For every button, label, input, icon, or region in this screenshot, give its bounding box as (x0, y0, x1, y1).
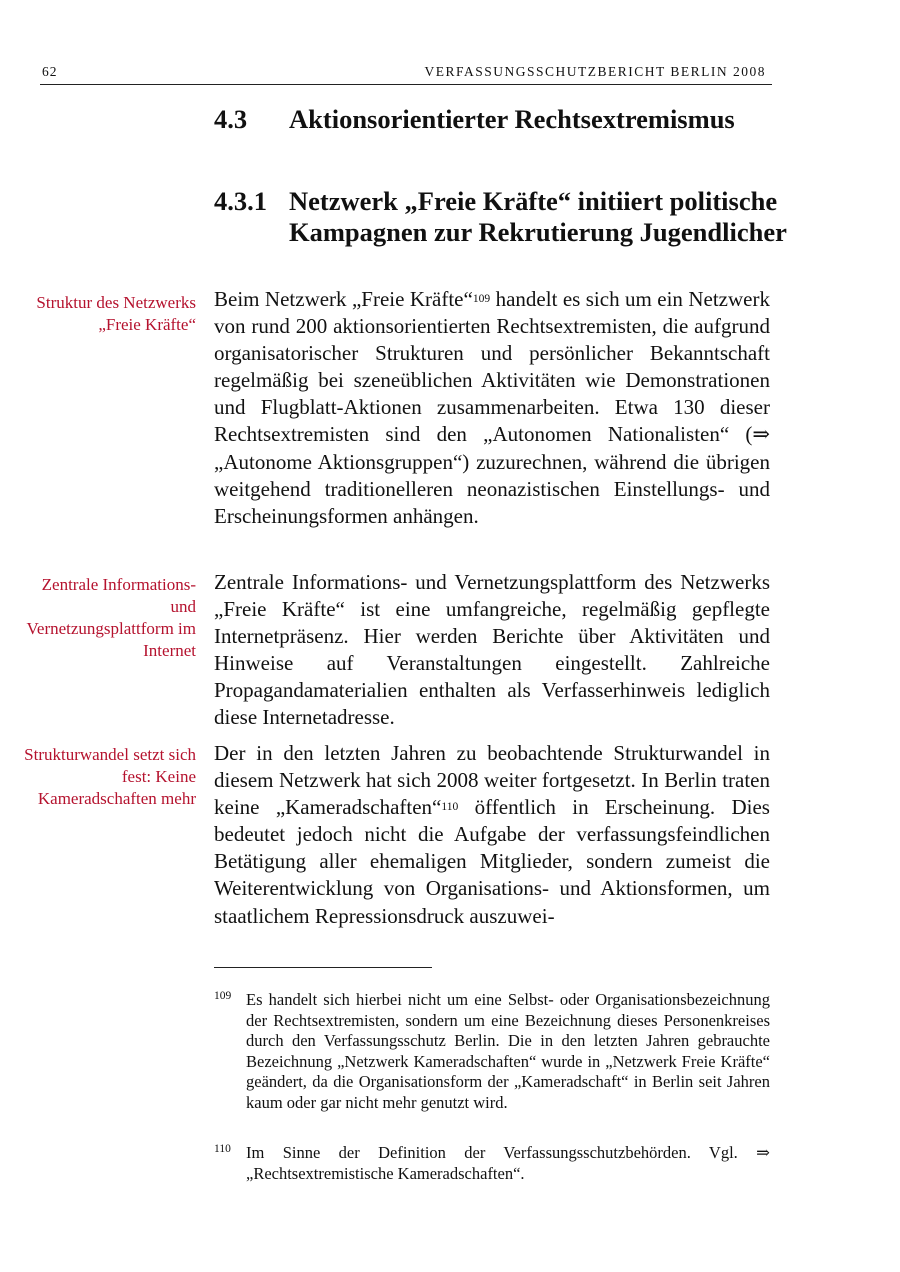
subsection-number: 4.3.1 (214, 186, 267, 216)
footnote-reference[interactable]: 110 (441, 801, 459, 814)
paragraph-platform: Zentrale Informations- und Vernetzungsplattform des Netzwerks „Freie Kräfte“ ist eine umfangreiche, regelmäßig gepflegte Internetpräsenz. Hier werden Berichte über Aktivitäten und Hinweise auf Veranstaltungen eingestellt. Zahlreiche Propagandamaterialien enthalten als Verfasserhinweis lediglich diese Internetadresse. (214, 570, 770, 730)
footnote-110 (214, 1143, 770, 1184)
page-header (40, 64, 772, 85)
paragraph-text: Der in den letzten Jahren zu beobachtende Strukturwandel in diesem Netzwerk hat sich 2008 weiter fortgesetzt. In Berlin traten keine „Kameradschaften“ (214, 741, 770, 820)
paragraph-structure (214, 286, 770, 530)
footnote-divider (214, 967, 432, 968)
paragraph-text: öffentlich in Erscheinung. Dies bedeutet jedoch nicht die Aufgabe der verfassungsfeindlichen Betätigung aller ehemaligen Mitglieder, sondern zumeist die Weiterentwicklung von Organisations- und Aktionsformen, um staatlichem Repressionsdruck auszuwei- (214, 795, 770, 928)
footnote-text: Es handelt sich hierbei nicht um eine Selbst- oder Organisationsbezeichnung der Rechtsextremisten, sondern um eine Bezeichnung dieses Personenkreises durch den Verfassungsschutz Berlin. Die in den letzten Jahren gebrauchte Bezeichnung „Netzwerk Kameradschaften“ wurde in „Netzwerk Freie Kräfte“ geändert, da die Organisationsform der „Kameradschaft“ in Berlin seit Jahren kaum oder gar nicht mehr genutzt wird. (246, 990, 770, 1112)
footnote-mark: 109 (214, 990, 232, 1002)
footnote-text: Im Sinne der Definition der Verfassungsschutzbehörden. Vgl. ⇒ „Rechtsextremistische Kameradschaften“. (246, 1143, 770, 1183)
footnote-mark: 110 (214, 1143, 231, 1155)
footnote-reference[interactable]: 109 (472, 292, 491, 305)
running-title: VERFASSUNGSSCHUTZBERICHT BERLIN 2008 (424, 64, 766, 79)
margin-note-structure: Struktur des Netzwerks „Freie Kräfte“ (36, 293, 196, 334)
paragraph-text: handelt es sich um ein Netzwerk von rund 200 aktionsorientierten Rechtsextremisten, die aufgrund organisatorischer Strukturen und persönlicher Bekanntschaft regelmäßig bei szeneüblichen Aktivitäten wie Demonstrationen und Flugblatt-Aktionen zusammenarbeiten. Etwa 130 dieser Rechtsextremisten sind den „Autonomen Nationalisten“ (⇒ „Autonome Aktionsgruppen“) zuzurechnen, während die übrigen weitgehend traditionelleren neonazistischen Einstellungs- und Erscheinungsformen anhängen. (214, 287, 770, 528)
margin-note-structural-change: Strukturwandel setzt sich fest: Keine Kameradschaften mehr (24, 745, 196, 808)
subsection-title: Netzwerk „Freie Kräfte“ initiiert politische Kampagnen zur Rekrutierung Jugendlicher (289, 186, 787, 247)
page-number: 62 (42, 64, 58, 79)
section-title: Aktionsorientierter Rechtsextremismus (289, 104, 735, 134)
paragraph-text: Beim Netzwerk „Freie Kräfte“ (214, 287, 473, 311)
section-number: 4.3 (214, 104, 248, 134)
margin-note-platform: Zentrale Informations- und Vernetzungsplattform im Internet (26, 575, 196, 660)
paragraph-structural-change (214, 740, 770, 930)
footnote-109 (214, 990, 770, 1113)
